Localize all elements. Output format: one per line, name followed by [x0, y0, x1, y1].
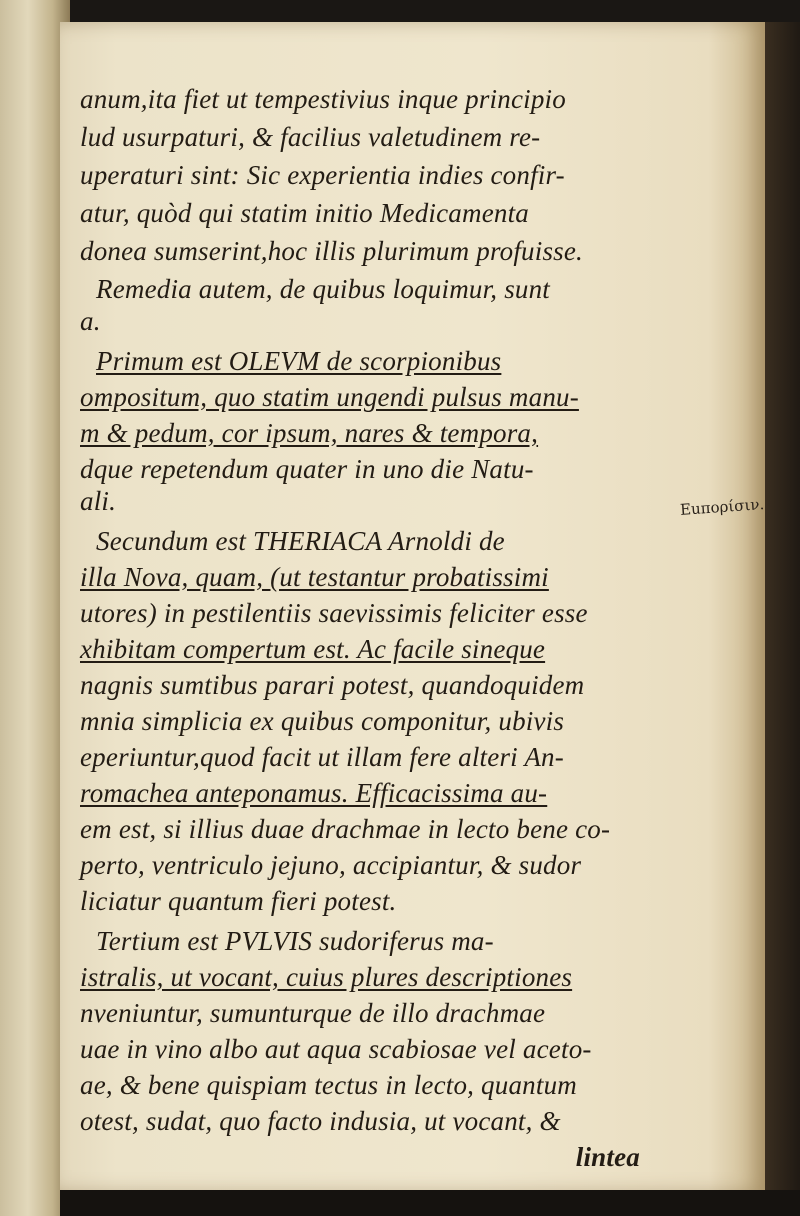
text-line-7: a.: [80, 306, 101, 336]
text-line-29: otest, sudat, quo facto indusia, ut vocant, &: [80, 1106, 561, 1136]
text-line-4: atur, quòd qui statim initio Medicamenta: [80, 198, 529, 228]
text-line-8: Primum est OLEVM de scorpionibus: [96, 346, 502, 376]
text-line-15: utores) in pestilentiis saevissimis feliciter esse: [80, 598, 588, 628]
text-line-10: m & pedum, cor ipsum, nares & tempora,: [80, 418, 539, 448]
text-line-23: liciatur quantum fieri potest.: [80, 886, 397, 916]
page-edge-shadow: [765, 22, 800, 1192]
text-line-5: donea sumserint,hoc illis plurimum profuisse.: [80, 236, 584, 266]
text-line-11: dque repetendum quater in uno die Natu-: [80, 454, 534, 484]
text-line-21: em est, si illius duae drachmae in lecto bene co-: [80, 814, 611, 844]
text-line-17: nagnis sumtibus parari potest, quandoquidem: [80, 670, 585, 700]
marginal-note: Euπορίσιν.: [679, 495, 765, 519]
text-line-6: Remedia autem, de quibus loquimur, sunt: [96, 274, 551, 304]
text-line-1: anum,ita fiet ut tempestivius inque principio: [80, 84, 566, 114]
text-line-3: uperaturi sint: Sic experientia indies confir-: [80, 160, 565, 190]
bottom-shadow: [60, 1190, 800, 1216]
text-line-18: mnia simplicia ex quibus componitur, ubivis: [80, 706, 565, 736]
text-line-19: eperiuntur,quod facit ut illam fere alteri An-: [80, 742, 564, 772]
text-line-24: Tertium est PVLVIS sudoriferus ma-: [96, 926, 494, 956]
text-line-27: uae in vino albo aut aqua scabiosae vel aceto-: [80, 1034, 592, 1064]
catchword: lintea: [575, 1142, 640, 1172]
text-line-9: ompositum, quo statim ungendi pulsus manu-: [80, 382, 579, 412]
text-line-26: nveniuntur, sumunturque de illo drachmae: [80, 998, 546, 1028]
text-line-28: ae, & bene quispiam tectus in lecto, quantum: [80, 1070, 577, 1100]
text-line-2: lud usurpaturi, & facilius valetudinem re-: [80, 122, 541, 152]
text-line-22: perto, ventriculo jejuno, accipiantur, & sudor: [80, 850, 582, 880]
text-line-20: romachea anteponamus. Efficacissima au-: [80, 778, 548, 808]
text-line-13: Secundum est THERIACA Arnoldi de: [96, 526, 505, 556]
text-line-14: illa Nova, quam, (ut testantur probatissimi: [80, 562, 549, 592]
text-line-16: xhibitam compertum est. Ac facile sineque: [80, 634, 546, 664]
text-line-12: ali.: [80, 486, 117, 516]
text-line-25: istralis, ut vocant, cuius plures descriptiones: [80, 962, 573, 992]
